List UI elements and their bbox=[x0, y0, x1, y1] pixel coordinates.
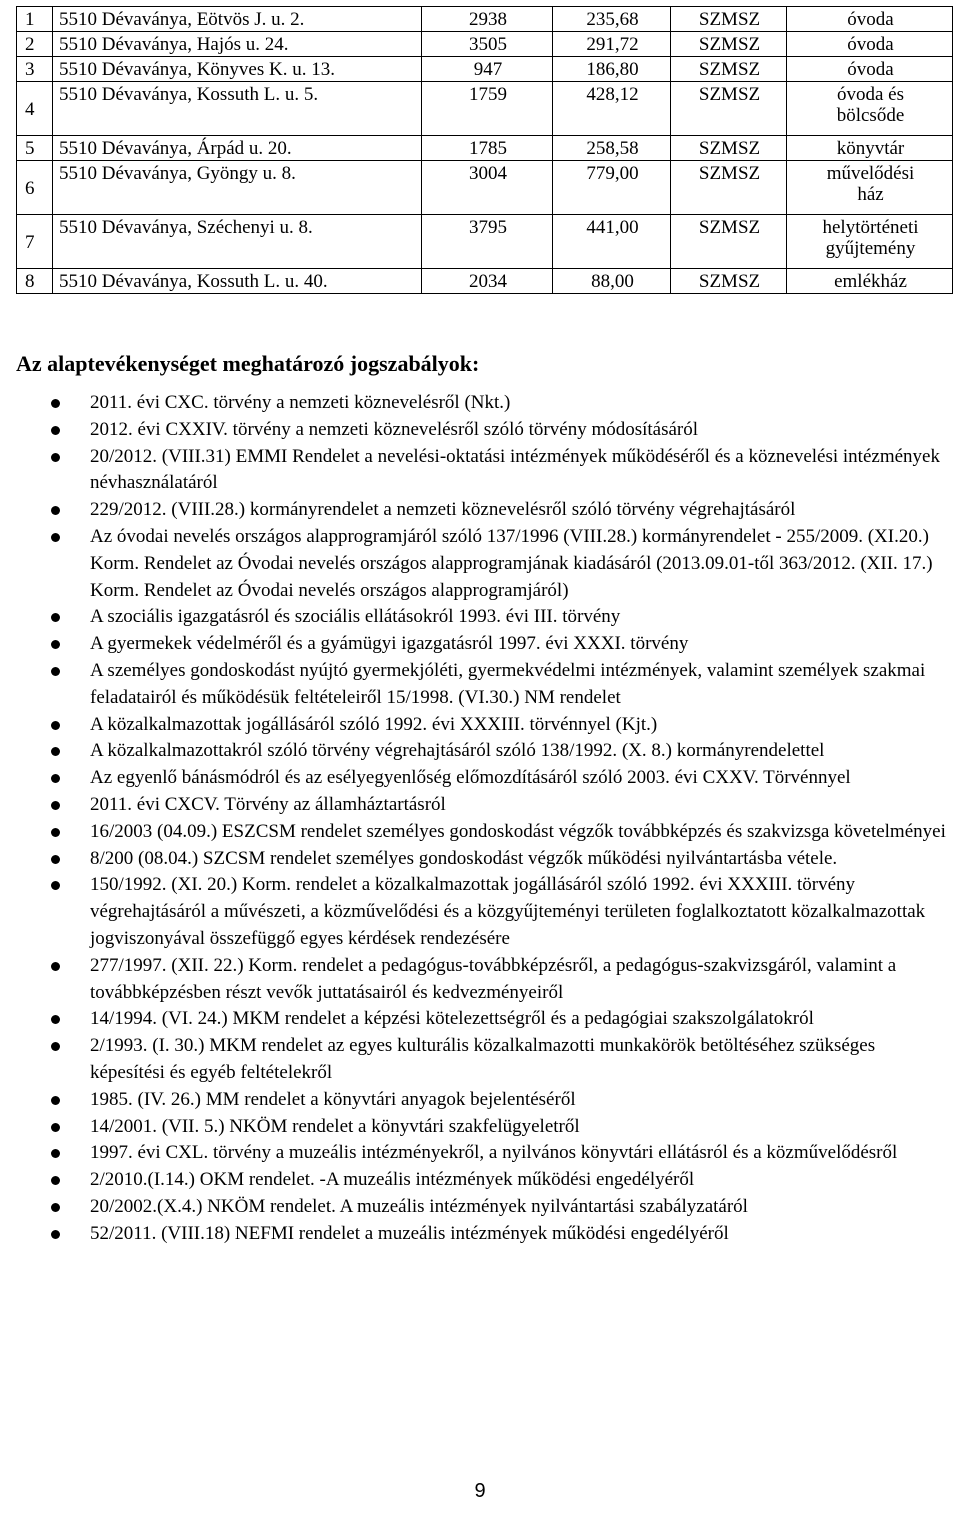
function-line: gyűjtemény bbox=[825, 238, 916, 259]
function-cell bbox=[787, 215, 953, 269]
area-cell: 235,68 bbox=[553, 7, 671, 32]
law-list bbox=[16, 390, 946, 1248]
list-item bbox=[16, 1087, 946, 1114]
parcel-number-cell: 3004 bbox=[422, 161, 553, 215]
bullet-icon bbox=[51, 506, 60, 515]
bullet-icon bbox=[51, 774, 60, 783]
list-item bbox=[16, 444, 946, 498]
row-number: 5 bbox=[17, 136, 53, 161]
owner-cell: SZMSZ bbox=[671, 215, 787, 269]
function-cell: óvoda bbox=[787, 7, 953, 32]
law-text: 2/2010.(I.14.) OKM rendelet. -A muzeális intézmények működési engedélyéről bbox=[90, 1169, 695, 1191]
list-item bbox=[16, 846, 946, 873]
list-item bbox=[16, 1221, 946, 1248]
law-text: 1985. (IV. 26.) MM rendelet a könyvtári anyagok bejelentéséről bbox=[90, 1088, 576, 1110]
owner-cell: SZMSZ bbox=[671, 136, 787, 161]
law-text: 20/2002.(X.4.) NKÖM rendelet. A muzeális intézmények nyilvántartási szabályzatáról bbox=[90, 1195, 748, 1217]
row-number: 8 bbox=[17, 269, 53, 294]
list-item bbox=[16, 604, 946, 631]
owner-cell: SZMSZ bbox=[671, 57, 787, 82]
bullet-icon bbox=[51, 667, 60, 676]
bullet-icon bbox=[51, 721, 60, 730]
owner-cell: SZMSZ bbox=[671, 7, 787, 32]
list-item bbox=[16, 819, 946, 846]
law-text: 277/1997. (XII. 22.) Korm. rendelet a pedagógus-továbbképzésről, a pedagógus-szakvizsgáról, valamint a továbbképzésben részt vevők juttatásairól és kedvezményeiről bbox=[90, 954, 897, 1003]
bullet-icon bbox=[51, 1203, 60, 1212]
function-cell: óvoda bbox=[787, 32, 953, 57]
law-text: 2011. évi CXC. törvény a nemzeti köznevelésről (Nkt.) bbox=[90, 392, 511, 413]
table-row bbox=[17, 269, 953, 294]
list-item bbox=[16, 631, 946, 658]
function-line: művelődési bbox=[826, 163, 915, 184]
law-text: A szociális igazgatásról és szociális ellátásokról 1993. évi III. törvény bbox=[90, 606, 621, 628]
list-item bbox=[16, 497, 946, 524]
address-cell: 5510 Dévaványa, Eötvös J. u. 2. bbox=[53, 7, 422, 32]
bullet-icon bbox=[51, 828, 60, 837]
bullet-icon bbox=[51, 747, 60, 756]
bullet-icon bbox=[51, 1176, 60, 1185]
function-cell bbox=[787, 161, 953, 215]
list-item bbox=[16, 738, 946, 765]
area-cell: 441,00 bbox=[553, 215, 671, 269]
address-cell: 5510 Dévaványa, Árpád u. 20. bbox=[53, 136, 422, 161]
function-cell bbox=[787, 82, 953, 136]
bullet-icon bbox=[51, 1149, 60, 1158]
table-row bbox=[17, 136, 953, 161]
page-number: 9 bbox=[474, 1480, 486, 1502]
bullet-icon bbox=[51, 1015, 60, 1024]
function-cell: óvoda bbox=[787, 57, 953, 82]
bullet-icon bbox=[51, 613, 60, 622]
parcel-number-cell: 3795 bbox=[422, 215, 553, 269]
bullet-icon bbox=[51, 881, 60, 890]
owner-cell: SZMSZ bbox=[671, 269, 787, 294]
list-item bbox=[16, 1167, 946, 1194]
list-item bbox=[16, 765, 946, 792]
row-number: 4 bbox=[17, 82, 53, 136]
bullet-icon bbox=[51, 1096, 60, 1105]
law-text: Az egyenlő bánásmódról és az esélyegyenlőség előmozdításáról szóló 2003. évi CXXV. Törvénnyel bbox=[90, 767, 851, 789]
row-number: 7 bbox=[17, 215, 53, 269]
list-item bbox=[16, 390, 946, 417]
list-item bbox=[16, 658, 946, 712]
bullet-icon bbox=[51, 801, 60, 810]
bullet-icon bbox=[51, 533, 60, 542]
bullet-icon bbox=[51, 426, 60, 435]
table-row bbox=[17, 57, 953, 82]
row-number: 1 bbox=[17, 7, 53, 32]
owner-cell: SZMSZ bbox=[671, 82, 787, 136]
law-text: Az óvodai nevelés országos alapprogramjáról szóló 137/1996 (VIII.28.) kormányrendelet - 255/2009. (XI.20.) Korm. Rendelet az Óvodai nevelés országos alapprogramjának kiadásáról (2013.09.01-től 363/2012. (XII. 17.) Korm. Rendelet az Óvodai nevelés országos alapprogramjáról) bbox=[90, 525, 933, 601]
law-text: A közalkalmazottak jogállásáról szóló 1992. évi XXXIII. törvénnyel (Kjt.) bbox=[90, 713, 658, 735]
law-text: 14/2001. (VII. 5.) NKÖM rendelet a könyvtári szakfelügyeletről bbox=[90, 1115, 580, 1137]
table-row bbox=[17, 161, 953, 215]
parcel-number-cell: 2034 bbox=[422, 269, 553, 294]
law-text: 14/1994. (VI. 24.) MKM rendelet a képzési kötelezettségről és a pedagógiai szakszolgálatokról bbox=[90, 1008, 814, 1030]
bullet-icon bbox=[51, 453, 60, 462]
function-cell: könyvtár bbox=[787, 136, 953, 161]
function-line: ház bbox=[857, 184, 884, 205]
parcel-number-cell: 1759 bbox=[422, 82, 553, 136]
law-text: 52/2011. (VIII.18) NEFMI rendelet a muzeális intézmények működési engedélyéről bbox=[90, 1222, 729, 1244]
parcel-number-cell: 3505 bbox=[422, 32, 553, 57]
parcel-number-cell: 2938 bbox=[422, 7, 553, 32]
table-row bbox=[17, 215, 953, 269]
function-line: helytörténeti bbox=[822, 217, 919, 238]
law-text: 16/2003 (04.09.) ESZCSM rendelet személyes gondoskodást végzők továbbképzés és szakvizsga követelményei bbox=[90, 820, 946, 842]
table-row bbox=[17, 82, 953, 136]
row-number: 3 bbox=[17, 57, 53, 82]
list-item bbox=[16, 417, 946, 444]
list-item bbox=[16, 953, 946, 1007]
law-text: 2011. évi CXCV. Törvény az államháztartásról bbox=[90, 793, 446, 815]
property-table bbox=[16, 6, 953, 294]
law-text: A közalkalmazottakról szóló törvény végrehajtásáról szóló 138/1992. (X. 8.) kormányrendelettel bbox=[90, 740, 825, 762]
area-cell: 258,58 bbox=[553, 136, 671, 161]
address-cell: 5510 Dévaványa, Hajós u. 24. bbox=[53, 32, 422, 57]
section-heading: Az alaptevékenységet meghatározó jogszabályok: bbox=[16, 351, 480, 376]
function-cell: emlékház bbox=[787, 269, 953, 294]
area-cell: 291,72 bbox=[553, 32, 671, 57]
bullet-icon bbox=[51, 1123, 60, 1132]
address-cell: 5510 Dévaványa, Kossuth L. u. 40. bbox=[53, 269, 422, 294]
list-item bbox=[16, 1140, 946, 1167]
list-item bbox=[16, 872, 946, 952]
address-cell: 5510 Dévaványa, Széchenyi u. 8. bbox=[53, 215, 422, 269]
bullet-icon bbox=[51, 399, 60, 408]
bullet-icon bbox=[51, 1042, 60, 1051]
list-item bbox=[16, 524, 946, 604]
bullet-icon bbox=[51, 1230, 60, 1239]
row-number: 6 bbox=[17, 161, 53, 215]
list-item bbox=[16, 712, 946, 739]
law-text: 2/1993. (I. 30.) MKM rendelet az egyes kulturális közalkalmazotti munkakörök betöltéséhez szükséges képesítési és egyéb feltételekről bbox=[90, 1035, 876, 1083]
list-item bbox=[16, 1033, 946, 1087]
list-item bbox=[16, 792, 946, 819]
function-line: óvoda és bbox=[836, 84, 904, 105]
owner-cell: SZMSZ bbox=[671, 161, 787, 215]
bullet-icon bbox=[51, 962, 60, 971]
list-item bbox=[16, 1194, 946, 1221]
parcel-number-cell: 947 bbox=[422, 57, 553, 82]
bullet-icon bbox=[51, 640, 60, 649]
law-text: 8/200 (08.04.) SZCSM rendelet személyes gondoskodást végzők működési nyilvántartásba vétele. bbox=[90, 847, 838, 869]
table-row bbox=[17, 32, 953, 57]
function-line: bölcsőde bbox=[836, 105, 905, 126]
law-text: A gyermekek védelméről és a gyámügyi igazgatásról 1997. évi XXXI. törvény bbox=[90, 633, 689, 655]
table-row bbox=[17, 7, 953, 32]
row-number: 2 bbox=[17, 32, 53, 57]
bullet-icon bbox=[51, 855, 60, 864]
law-text: 150/1992. (XI. 20.) Korm. rendelet a közalkalmazottak jogállásáról szóló 1992. évi XXXIII. törvény végrehajtásáról a művészeti, a közművelődési és a közgyűjteményi területen foglalkoztatott közalkalmazottak jogviszonyával összefüggő egyes kérdések rendezésére bbox=[90, 874, 926, 949]
law-text: 229/2012. (VIII.28.) kormányrendelet a nemzeti köznevelésről szóló törvény végrehajtásáról bbox=[90, 499, 796, 521]
parcel-number-cell: 1785 bbox=[422, 136, 553, 161]
area-cell: 428,12 bbox=[553, 82, 671, 136]
area-cell: 88,00 bbox=[553, 269, 671, 294]
list-item bbox=[16, 1006, 946, 1033]
law-text: A személyes gondoskodást nyújtó gyermekjóléti, gyermekvédelmi intézmények, valamint személyek szakmai feladatairól és működésük feltételeiről 15/1998. (VI.30.) NM rendelet bbox=[90, 659, 926, 708]
law-text: 2012. évi CXXIV. törvény a nemzeti köznevelésről szóló törvény módosításáról bbox=[90, 418, 699, 440]
address-cell: 5510 Dévaványa, Kossuth L. u. 5. bbox=[53, 82, 422, 136]
area-cell: 779,00 bbox=[553, 161, 671, 215]
area-cell: 186,80 bbox=[553, 57, 671, 82]
list-item bbox=[16, 1114, 946, 1141]
law-text: 20/2012. (VIII.31) EMMI Rendelet a nevelési-oktatási intézmények működéséről és a köznevelési intézmények névhasználatáról bbox=[90, 445, 940, 494]
law-text: 1997. évi CXL. törvény a muzeális intézményekről, a nyilvános könyvtári ellátásról és a közművelődésről bbox=[90, 1142, 898, 1164]
address-cell: 5510 Dévaványa, Gyöngy u. 8. bbox=[53, 161, 422, 215]
owner-cell: SZMSZ bbox=[671, 32, 787, 57]
address-cell: 5510 Dévaványa, Könyves K. u. 13. bbox=[53, 57, 422, 82]
